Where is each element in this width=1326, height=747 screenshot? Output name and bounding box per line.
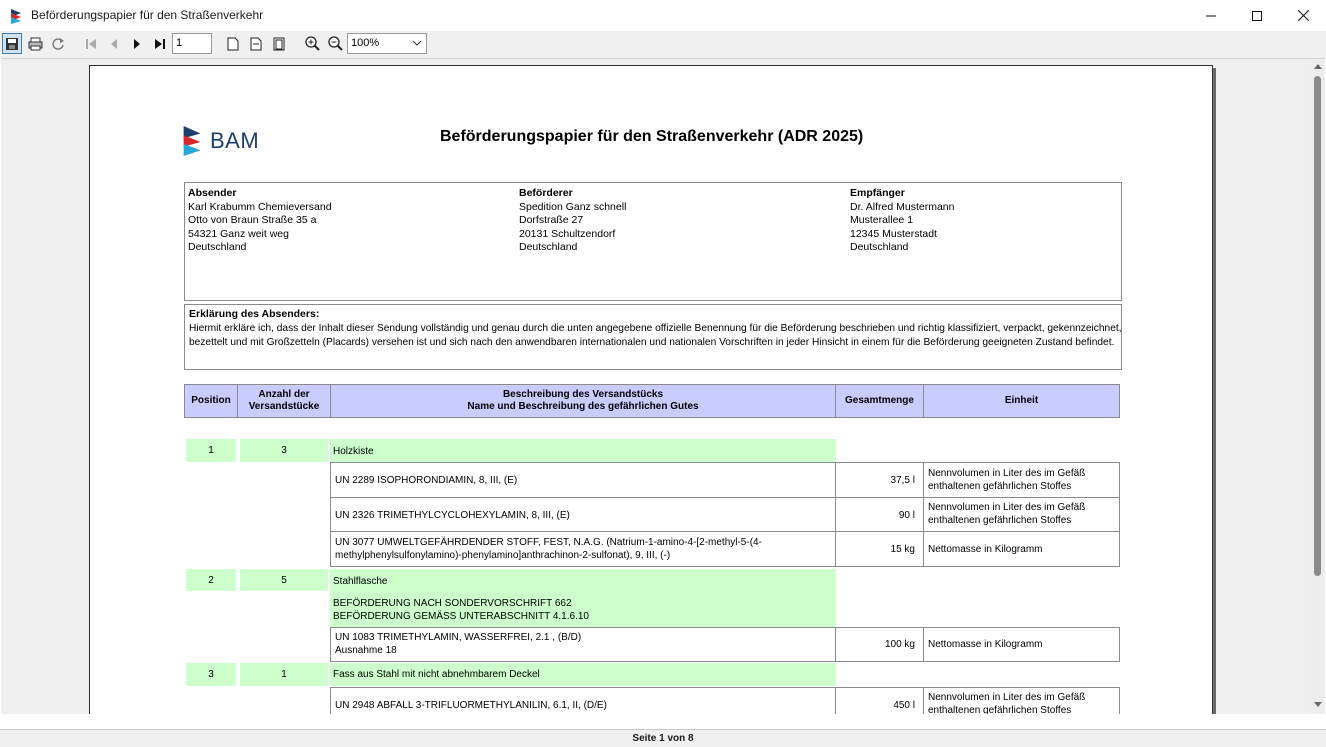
previous-page-icon bbox=[108, 38, 120, 50]
report-page bbox=[89, 65, 1213, 714]
recipient-street: Musterallee 1 bbox=[850, 214, 914, 226]
save-icon bbox=[5, 37, 19, 51]
declaration-text: Hiermit erkläre ich, dass der Inhalt dieser Sendung vollständig und genau durch die unten angegebene offizielle Benennung für die Beförderung beschrieben und richtig klassifiziert, verpackt, gekennzeichnet, bezettelt und mit Großzetteln (Placards) versehen ist und sich nach den anwendbaren internationalen und nationalen Vorschriften in jeder Hinsicht in einem für die Beförderung geeigneten Zustand befindet. bbox=[189, 323, 1122, 348]
title-bar bbox=[0, 0, 1326, 31]
item-unit bbox=[923, 462, 1120, 498]
page-number-input[interactable]: 1 bbox=[172, 33, 212, 54]
whole-page-button[interactable] bbox=[269, 33, 289, 54]
sender-label: Absender bbox=[188, 187, 237, 199]
header-desc-line1: Beschreibung des Versandstücks bbox=[502, 388, 664, 400]
item-unit-line1: Nennvolumen in Liter des im Gefäß bbox=[928, 502, 1086, 513]
maximize-button[interactable] bbox=[1234, 0, 1280, 31]
item-description-line1: UN 1083 TRIMETHYLAMIN, WASSERFREI, 2.1 , (B/D) bbox=[335, 632, 582, 643]
scroll-down-icon[interactable] bbox=[1314, 702, 1322, 708]
window-title: Beförderungspapier für den Straßenverkehr bbox=[31, 8, 264, 22]
item-description bbox=[330, 462, 836, 498]
item-unit-line1: Nennvolumen in Liter des im Gefäß bbox=[928, 692, 1086, 703]
item-quantity-text: 450 l bbox=[893, 700, 915, 711]
sender-name: Karl Krabumm Chemieversand bbox=[188, 200, 332, 213]
special-provision-note: BEFÖRDERUNG NACH SONDERVORSCHRIFT 662 bbox=[333, 598, 572, 609]
sender-country: Deutschland bbox=[188, 241, 247, 253]
recipient-label: Empfänger bbox=[850, 187, 905, 199]
page-info: Seite 1 von 8 bbox=[632, 733, 694, 744]
page-width-button[interactable] bbox=[246, 33, 266, 54]
package-count: 3 bbox=[240, 439, 328, 462]
minimize-button[interactable] bbox=[1188, 0, 1234, 31]
sender-block bbox=[188, 187, 332, 255]
header-position-label: Position bbox=[191, 394, 231, 406]
close-button[interactable] bbox=[1280, 0, 1326, 31]
carrier-block bbox=[519, 187, 626, 255]
save-button[interactable] bbox=[2, 33, 22, 54]
header-unit bbox=[923, 384, 1120, 418]
single-page-button[interactable] bbox=[223, 33, 243, 54]
item-quantity bbox=[835, 531, 924, 567]
zoom-in-icon bbox=[305, 36, 320, 51]
package-type: Stahlflasche bbox=[333, 576, 388, 587]
item-unit-line2: enthaltenen gefährlichen Stoffes bbox=[928, 515, 1072, 526]
close-icon bbox=[1298, 10, 1309, 21]
position-number: 1 bbox=[186, 439, 236, 462]
maximize-icon bbox=[1252, 11, 1262, 21]
item-quantity bbox=[835, 462, 924, 498]
item-quantity bbox=[835, 497, 924, 532]
sender-street: Otto von Braun Straße 35 a bbox=[188, 214, 317, 226]
first-page-button[interactable] bbox=[81, 33, 101, 54]
item-description-text: UN 2289 ISOPHORONDIAMIN, 8, III, (E) bbox=[335, 475, 518, 486]
recipient-country: Deutschland bbox=[850, 241, 909, 253]
document-title: Beförderungspapier für den Straßenverkehr (ADR 2025) bbox=[440, 128, 864, 145]
item-unit bbox=[923, 627, 1120, 662]
special-provision-note: BEFÖRDERUNG GEMÄSS UNTERABSCHNITT 4.1.6.10 bbox=[333, 611, 589, 622]
item-description bbox=[330, 687, 836, 714]
item-description-text: UN 2948 ABFALL 3-TRIFLUORMETHYLANILIN, 6.1, II, (D/E) bbox=[335, 700, 607, 711]
carrier-city: 20131 Schultzendorf bbox=[519, 227, 616, 240]
whole-page-icon bbox=[272, 37, 286, 51]
item-unit-line2: enthaltenen gefährlichen Stoffes bbox=[928, 481, 1072, 492]
minimize-icon bbox=[1206, 11, 1216, 21]
header-desc-line2: Name und Beschreibung des gefährlichen Gutes bbox=[467, 401, 699, 412]
page-icon bbox=[227, 37, 239, 51]
zoom-out-icon bbox=[328, 36, 343, 51]
header-total-label: Gesamtmenge bbox=[845, 394, 914, 406]
item-unit-text: Nettomasse in Kilogramm bbox=[928, 639, 1043, 650]
sender-city: 54321 Ganz weit weg bbox=[188, 227, 289, 240]
header-count-line1: Anzahl der bbox=[258, 388, 310, 400]
position-number: 2 bbox=[186, 569, 236, 591]
item-description-line2: Ausnahme 18 bbox=[335, 645, 397, 656]
vertical-scrollbar[interactable] bbox=[1311, 59, 1325, 714]
status-bar bbox=[0, 729, 1326, 747]
page-width-icon bbox=[249, 37, 263, 51]
item-unit-line2: enthaltenen gefährlichen Stoffes bbox=[928, 705, 1072, 714]
bam-logo-icon bbox=[183, 126, 203, 156]
next-page-button[interactable] bbox=[127, 33, 147, 54]
toolbar bbox=[0, 31, 1326, 58]
refresh-button[interactable] bbox=[48, 33, 68, 54]
zoom-out-button[interactable] bbox=[325, 33, 345, 54]
first-page-icon bbox=[85, 38, 97, 50]
carrier-street: Dorfstraße 27 bbox=[519, 214, 584, 226]
item-quantity-text: 100 kg bbox=[884, 639, 915, 650]
item-description-line1: UN 3077 UMWELTGEFÄHRDENDER STOFF, FEST, N.A.G. (Natrium-1-amino-4-[2-methyl-5-(4- bbox=[335, 537, 762, 548]
package-count: 1 bbox=[240, 663, 328, 686]
next-page-icon bbox=[131, 38, 143, 50]
print-button[interactable] bbox=[25, 33, 45, 54]
item-description-text: UN 2326 TRIMETHYLCYCLOHEXYLAMIN, 8, III, (E) bbox=[335, 510, 570, 521]
scroll-up-icon[interactable] bbox=[1314, 63, 1322, 69]
item-quantity-text: 90 l bbox=[898, 510, 915, 521]
carrier-label: Beförderer bbox=[519, 187, 573, 199]
item-unit-text: Nettomasse in Kilogramm bbox=[928, 544, 1043, 555]
item-description-line2: methylphenylsulfonylamino)-phenylamino]anthrachinon-2-sulfonat), 9, III, (-) bbox=[335, 550, 671, 561]
bam-logo-text: BAM bbox=[210, 128, 260, 153]
header-description bbox=[330, 384, 836, 418]
header-position bbox=[184, 384, 238, 418]
package-type: Holzkiste bbox=[330, 439, 836, 462]
item-quantity-text: 15 kg bbox=[890, 544, 915, 555]
recipient-name: Dr. Alfred Mustermann bbox=[850, 200, 955, 213]
chevron-down-icon bbox=[412, 38, 422, 48]
item-unit bbox=[923, 531, 1120, 567]
header-count-line2: Versandstücke bbox=[248, 401, 320, 412]
item-quantity bbox=[835, 687, 924, 714]
previous-page-button[interactable] bbox=[104, 33, 124, 54]
package-type: Fass aus Stahl mit nicht abnehmbarem Deckel bbox=[330, 663, 836, 686]
parties-box bbox=[184, 182, 1122, 301]
item-quantity-text: 37,5 l bbox=[890, 475, 915, 486]
last-page-button[interactable] bbox=[150, 33, 170, 54]
header-count bbox=[237, 384, 331, 418]
scrollbar-thumb[interactable] bbox=[1314, 76, 1321, 576]
zoom-select[interactable] bbox=[347, 33, 427, 54]
declaration-title: Erklärung des Absenders: bbox=[189, 308, 320, 320]
item-description bbox=[330, 531, 836, 567]
last-page-icon bbox=[154, 38, 166, 50]
app-logo-icon bbox=[10, 8, 24, 24]
carrier-name: Spedition Ganz schnell bbox=[519, 200, 627, 213]
item-unit-line1: Nennvolumen in Liter des im Gefäß bbox=[928, 468, 1086, 479]
item-quantity bbox=[835, 627, 924, 662]
header-total bbox=[835, 384, 924, 418]
declaration-box bbox=[184, 304, 1122, 370]
zoom-in-button[interactable] bbox=[302, 33, 322, 54]
report-viewer[interactable] bbox=[1, 58, 1325, 714]
item-description bbox=[330, 627, 836, 662]
package-type-block bbox=[330, 569, 836, 627]
package-count: 5 bbox=[240, 569, 328, 591]
printer-icon bbox=[28, 37, 43, 51]
item-unit bbox=[923, 497, 1120, 532]
recipient-block bbox=[850, 187, 954, 255]
item-description bbox=[330, 497, 836, 532]
position-number: 3 bbox=[186, 663, 236, 686]
header-unit-label: Einheit bbox=[1004, 394, 1039, 406]
carrier-country: Deutschland bbox=[519, 241, 578, 253]
item-unit bbox=[923, 687, 1120, 714]
zoom-value: 100% bbox=[351, 37, 380, 49]
recipient-city: 12345 Musterstadt bbox=[850, 227, 937, 240]
refresh-icon bbox=[51, 37, 65, 51]
